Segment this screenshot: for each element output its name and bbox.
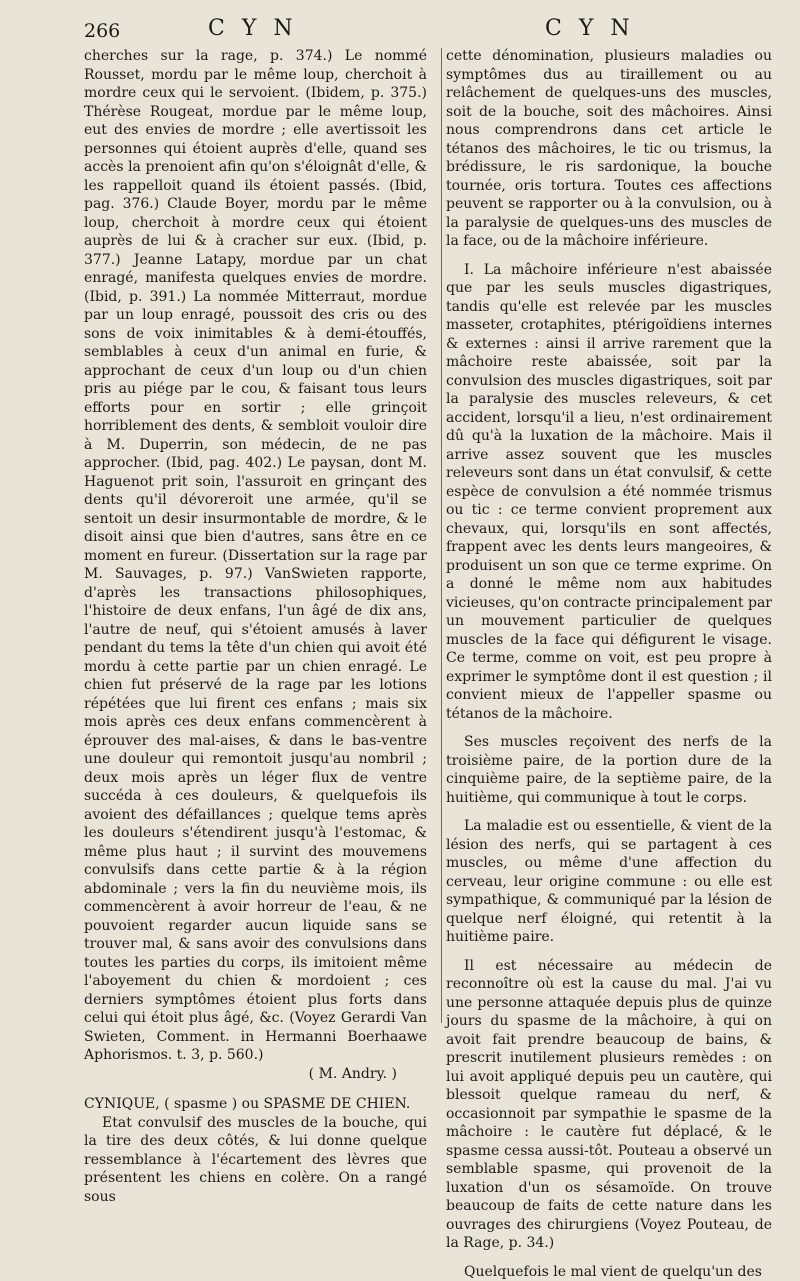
running-head-right: C Y N: [545, 16, 635, 41]
paragraph: La maladie est ou essentielle, & vient de la lésion des nerfs, qui se partagent à ces muscles, ou même d'une affection du cerveau, leur origine commune : ou elle est sympathique, & communiqué par la lésion de quelque nerf éloigné, qui retentit à la huitième paire.: [446, 817, 772, 947]
paragraph: Ses muscles reçoivent des nerfs de la troisième paire, de la portion dure de la cinquième paire, de la septième paire, de la huitième, qui communique à tout le corps.: [446, 733, 772, 807]
entry-heading: CYNIQUE, ( spasme ) ou SPASME DE CHIEN.: [84, 1095, 427, 1114]
right-column: [446, 47, 772, 1281]
page-number: 266: [84, 20, 120, 42]
paragraph: Il est nécessaire au médecin de reconnoître où est la cause du mal. J'ai vu une personne attaquée depuis plus de quinze jours du spasme de la mâchoire, à qui on avoit fait prendre beaucoup de bains, & prescrit inutilement plusieurs remèdes : on lui avoit appliqué depuis peu un cautère, qui blessoit quelque rameau du nerf, & occasionnoit par sympathie le spasme de la mâchoire : le cautère fut déplacé, & le spasme cessa aussi-tôt. Pouteau a observé un semblable spasme, qui provenoit de la luxation d'un os sésamoïde. On trouve beaucoup de faits de cette nature dans les ouvrages des chirurgiens (Voyez Pouteau, de la Rage, p. 34.): [446, 957, 772, 1253]
running-head-left: C Y N: [208, 16, 298, 41]
paragraph: cherches sur la rage, p. 374.) Le nommé Rousset, mordu par le même loup, cherchoit à mordre ceux qui le servoient. (Ibidem, p. 375.) Thérèse Rougeat, mordue par le même loup, eut des envies de mordre ; elle avertissoit les personnes qui étoient auprès d'elle, quand ses accès la prenoient afin qu'on s'éloignât d'elle, & les rappelloit quand ils étoient passés. (Ibid, pag. 376.) Claude Boyer, mordu par le même loup, cherchoit à mordre ceux qui étoient auprès de lui & à cracher sur eux. (Ibid, p. 377.) Jeanne Latapy, mordue par un chat enragé, manifesta quelques envies de mordre. (Ibid, p. 391.) La nommée Mitterraut, mordue par un loup enragé, poussoit des cris ou des sons de voix inimitables & à demi-étouffés, semblables à ceux d'un animal en furie, & approchant de ceux d'un loup ou d'un chien pris au piége par le cou, & faisant tous leurs efforts pour en sortir ; elle grinçoit horriblement des dents, & sembloit vouloir dire à M. Duperrin, son médecin, de ne pas approcher. (Ibid, pag. 402.) Le paysan, dont M. Haguenot prit soin, l'assuroit en grinçant des dents qu'il dévoreroit une armée, qu'il se sentoit un desir insurmontable de mordre, & le disoit ainsi que bien d'autres, sans être en ce moment en fureur. (Dissertation sur la rage par M. Sauvages, p. 97.) VanSwieten rapporte, d'après les transactions philosophiques, l'histoire de deux enfans, l'un âgé de dix ans, l'autre de neuf, qui s'étoient amusés à laver pendant du tems la tête d'un chien qui avoit été mordu à cette partie par un chien enragé. Le chien fut préservé de la rage par les lotions répétées que lui firent ces enfans ; mais six mois après ces deux enfans commencèrent à éprouver des mal-aises, & dans le bas-ventre une douleur qui remontoit jusqu'au nombril ; deux mois après un léger flux de ventre succéda à ces douleurs, & quelquefois ils avoient des défaillances ; quelque tems après les douleurs s'étendirent jusqu'à l'estomac, & même plus haut ; il survint des mouvemens convulsifs dans cette partie & à la région abdominale ; vers la fin du neuvième mois, ils commencèrent à avoir horreur de l'eau, & ne pouvoient regarder aucun liquide sans se trouver mal, & sans avoir des convulsions dans toutes les parties du corps, ils imitoient même l'aboyement du chien & mordoient ; ces derniers symptômes étoient plus forts dans celui qui étoit plus âgé, &c. (Voyez Gerardi Van Swieten, Comment. in Hermanni Boerhaawe Aphorismos. t. 3, p. 560.): [84, 47, 427, 1065]
paragraph: cette dénomination, plusieurs maladies ou symptômes dus au tiraillement ou au relâchement de quelques-uns des muscles, soit de la bouche, soit des mâchoires. Ainsi nous comprendrons dans cet article le tétanos des mâchoires, le tic ou trismus, la brédissure, le ris sardonique, la bouche tournée, oris tortura. Toutes ces affections peuvent se rapporter ou à la convulsion, ou à la paralysie de quelques-uns des muscles de la face, ou de la mâchoire inférieure.: [446, 47, 772, 251]
author-signature: ( M. Andry. ): [84, 1065, 397, 1084]
paragraph: Quelquefois le mal vient de quelqu'un des: [446, 1263, 772, 1281]
paragraph: I. La mâchoire inférieure n'est abaissée que par les seuls muscles digastriques, tandis qu'elle est relevée par les muscles masseter, crotaphites, ptérigoïdiens internes & externes : ainsi il arrive rarement que la mâchoire reste abaissée, soit par la convulsion des muscles digastriques, soit par la paralysie des muscles releveurs, & cet accident, lorsqu'il a lieu, n'est ordinairement dû qu'à la luxation de la mâchoire. Mais il arrive assez souvent que les muscles releveurs sont dans un état convulsif, & cette espèce de convulsion a été nommée trismus ou tic : ce terme convient proprement aux chevaux, qui, lorsqu'ils en sont affectés, frappent avec les dents leurs mangeoires, & produisent un son que ce terme exprime. On a donné le même nom aux habitudes vicieuses, qu'on contracte principalement par un mouvement particulier de quelques muscles de la face qui défigurent le visage. Ce terme, comme on voit, est peu propre à exprimer le symptôme dont il est question ; il convient mieux de l'appeller spasme ou tétanos de la mâchoire.: [446, 261, 772, 724]
paragraph: Etat convulsif des muscles de la bouche, qui la tire des deux côtés, & lui donne quelque ressemblance à l'écartement des lèvres que présentent les chiens en colère. On a rangé sous: [84, 1114, 427, 1207]
left-column: [84, 47, 427, 1206]
page-header: [0, 16, 800, 46]
column-divider: [441, 48, 442, 1023]
